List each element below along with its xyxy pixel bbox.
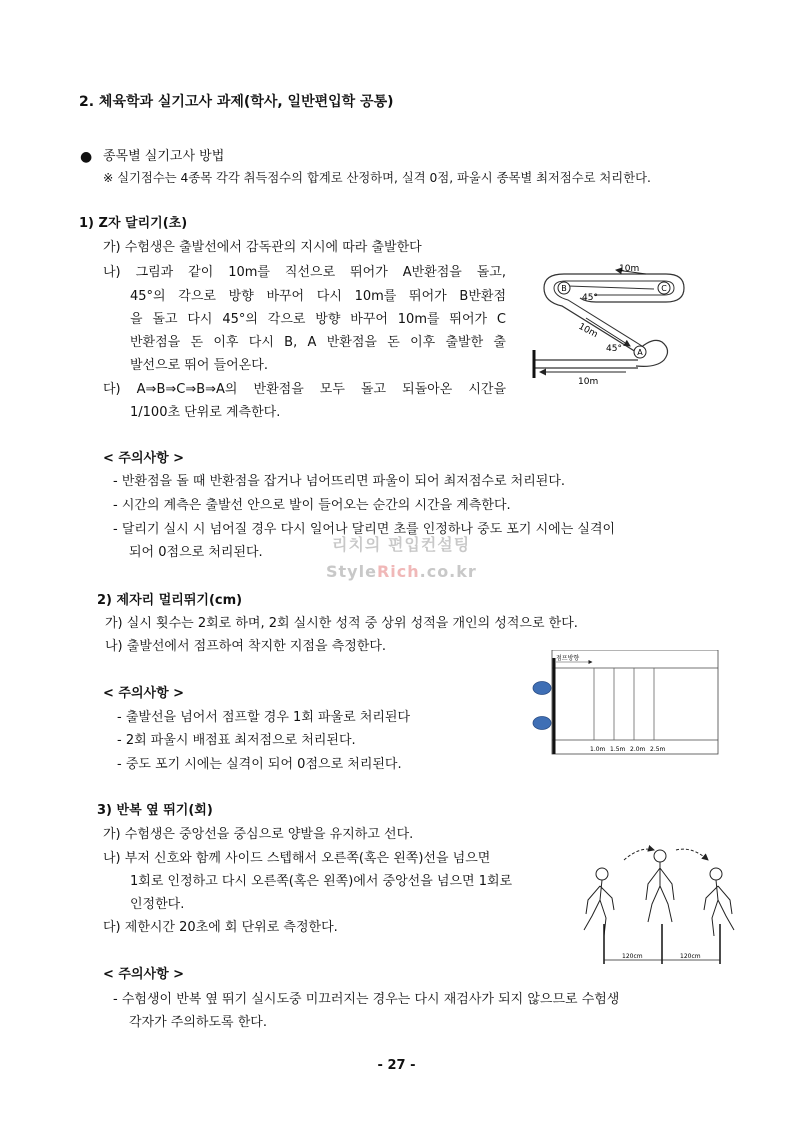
event1-line-5: 반환점을 돈 이후 다시 B, A 반환점을 돈 이후 출발한 출 xyxy=(130,335,506,350)
label-10m-mid: 10m xyxy=(576,321,600,341)
jump-tick-3: 2.0m xyxy=(630,746,646,753)
event2-caution-3: - 중도 포기 시에는 실격이 되어 0점으로 처리된다. xyxy=(117,757,402,772)
jump-tick-1: 1.0m xyxy=(590,746,606,753)
event1-line-7: 다) A⇒B⇒C⇒B⇒A의 반환점을 모두 돌고 되돌아온 시간을 xyxy=(103,382,506,397)
event1-line-2: 나) 그림과 같이 10m를 직선으로 뛰어가 A반환점을 돌고, xyxy=(103,265,506,280)
bullet-icon: ● xyxy=(80,149,93,165)
long-jump-diagram xyxy=(532,650,722,760)
foot-marker-top xyxy=(533,682,551,695)
event3-title: 3) 반복 옆 뛰기(회) xyxy=(97,803,213,818)
track-left-curve xyxy=(544,274,636,352)
section-title: 2. 체육학과 실기고사 과제(학사, 일반편입학 공통) xyxy=(79,94,394,110)
intro-note: ※ 실기점수는 4종목 각각 취득점수의 합계로 산정하며, 실격 0점, 파울시 종목별 최저점수로 처리한다. xyxy=(103,171,651,185)
page-number: - 27 - xyxy=(377,1058,416,1073)
jump-direction-label: 점프방향 xyxy=(556,655,580,662)
event3-line-1: 가) 수험생은 중앙선을 중심으로 양발을 유지하고 선다. xyxy=(103,827,414,842)
athlete-right xyxy=(704,868,734,936)
event1-line-4: 을 돌고 다시 45°의 각으로 방향 바꾸어 10m를 뛰어가 C xyxy=(130,312,506,327)
side-step-diagram xyxy=(576,838,746,970)
event1-caution-4: 되어 0점으로 처리된다. xyxy=(129,545,263,560)
event1-caution-2: - 시간의 계측은 출발선 안으로 발이 들어오는 순간의 시간을 계측한다. xyxy=(113,498,511,513)
event1-line-6: 발선으로 뛰어 들어온다. xyxy=(130,358,268,373)
athlete-center xyxy=(646,850,674,922)
event1-line-1: 가) 수험생은 출발선에서 감독관의 지시에 따라 출발한다 xyxy=(103,240,422,255)
athlete-left xyxy=(584,868,614,936)
label-10m-bottom: 10m xyxy=(578,377,599,387)
event3-caution-title: < 주의사항 > xyxy=(103,967,185,982)
watermark-url-rich: Rich xyxy=(376,562,420,581)
marker-b-label: B xyxy=(561,284,567,293)
event1-line-3: 45°의 각으로 방향 바꾸어 다시 10m를 뛰어가 B반환점 xyxy=(130,289,506,304)
watermark-url-domain: .co.kr xyxy=(419,562,477,581)
marker-a-label: A xyxy=(637,348,643,357)
event2-line-2: 나) 출발선에서 점프하여 착지한 지점을 측정한다. xyxy=(105,639,387,654)
event3-line-3: 1회로 인정하고 다시 오른쪽(혹은 왼쪽)에서 중앙선을 넘으면 1회로 xyxy=(130,874,513,889)
dimension-label-right: 120cm xyxy=(680,953,701,960)
label-10m-top: 10m xyxy=(619,264,640,274)
jump-tick-4: 2.5m xyxy=(650,746,666,753)
event1-line-8: 1/100초 단위로 계측한다. xyxy=(130,405,281,420)
intro-heading: 종목별 실기고사 방법 xyxy=(103,149,225,164)
event2-caution-1: - 출발선을 넘어서 점프할 경우 1회 파울로 처리된다 xyxy=(117,710,411,725)
foot-marker-bottom xyxy=(533,717,551,730)
event2-caution-2: - 2회 파울시 배점표 최저점으로 처리된다. xyxy=(117,733,356,748)
z-run-diagram xyxy=(526,256,692,392)
label-angle-top: 45° xyxy=(582,293,598,303)
event3-caution-2: 각자가 주의하도록 한다. xyxy=(129,1015,267,1030)
event1-caution-3: - 달리기 실시 시 넘어질 경우 다시 일어나 달리면 초를 인정하나 중도 포기 시에는 실격이 xyxy=(113,522,616,537)
event3-line-5: 다) 제한시간 20초에 회 단위로 측정한다. xyxy=(103,920,338,935)
motion-arrow-right xyxy=(676,849,708,860)
jump-area-frame xyxy=(552,650,718,754)
dimension-label-left: 120cm xyxy=(622,953,643,960)
marker-c-label: C xyxy=(661,284,667,293)
event3-line-4: 인정한다. xyxy=(130,897,185,912)
watermark-url-style: Style xyxy=(326,562,377,581)
event1-caution-1: - 반환점을 돌 때 반환점을 잡거나 넘어뜨리면 파울이 되어 최저점수로 처리된다. xyxy=(113,474,566,489)
event2-caution-title: < 주의사항 > xyxy=(103,686,185,701)
event1-caution-title: < 주의사항 > xyxy=(103,451,185,466)
motion-arrow-left xyxy=(624,849,654,860)
event2-line-1: 가) 실시 횟수는 2회로 하며, 2회 실시한 성적 중 상위 성적을 개인의 성적으로 한다. xyxy=(105,616,578,631)
watermark-url xyxy=(326,562,477,581)
label-angle-bottom: 45° xyxy=(606,344,622,354)
jump-tick-2: 1.5m xyxy=(610,746,626,753)
event3-line-2: 나) 부저 신호와 함께 사이드 스텝해서 오른쪽(혹은 왼쪽)선을 넘으면 xyxy=(103,851,491,866)
event3-caution-1: - 수험생이 반복 옆 뛰기 실시도중 미끄러지는 경우는 다시 재검사가 되지 않으므로 수험생 xyxy=(113,992,620,1007)
event2-title: 2) 제자리 멀리뛰기(cm) xyxy=(97,593,243,608)
track-center-line xyxy=(568,286,654,289)
event1-title: 1) Z자 달리기(초) xyxy=(79,216,188,231)
watermark-korean: 리치의 편입컨설팅 xyxy=(332,535,471,554)
